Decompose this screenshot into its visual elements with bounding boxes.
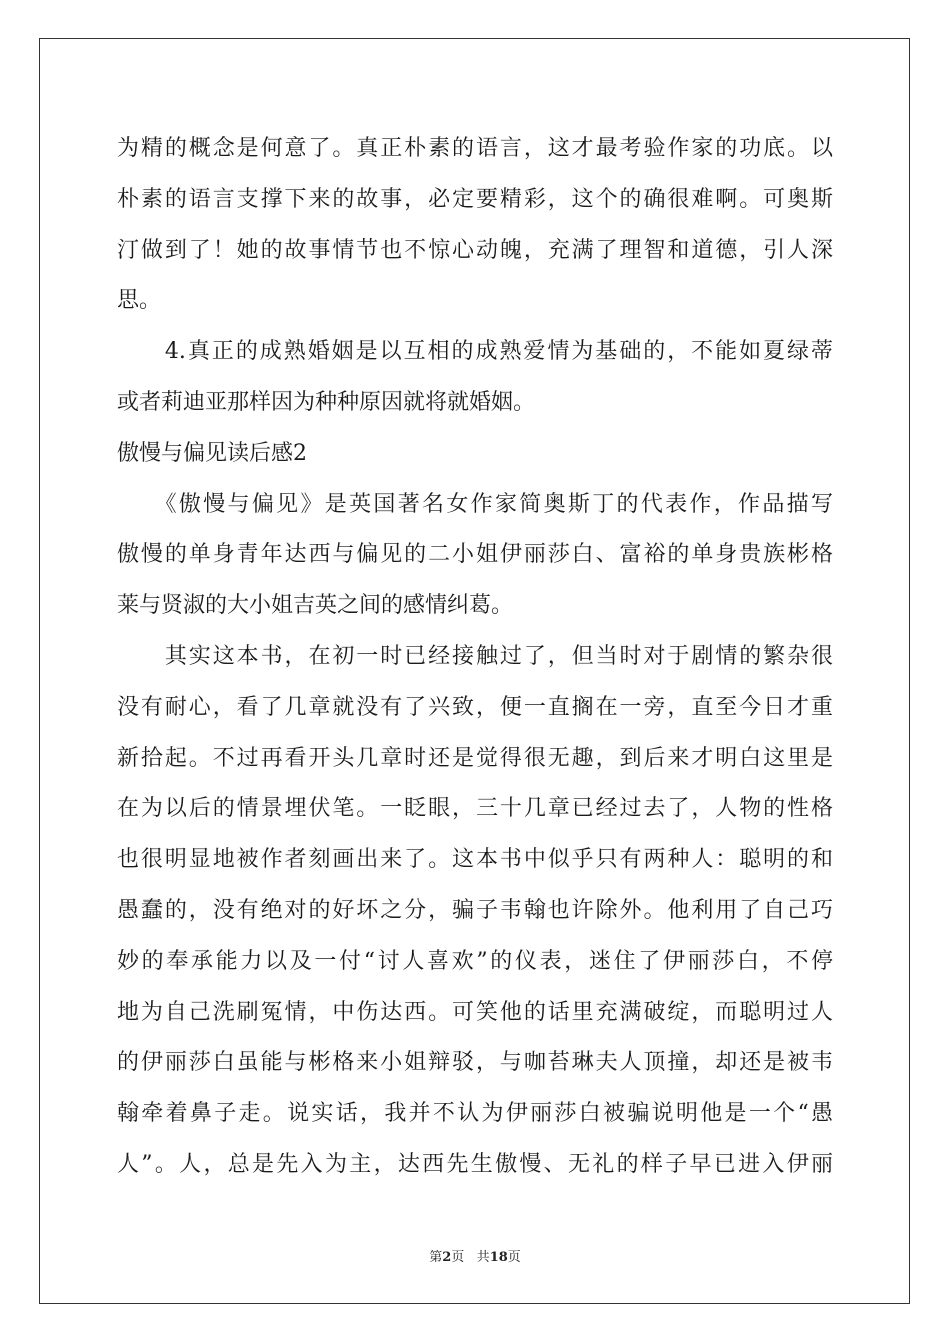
document-body <box>117 124 833 1191</box>
text-line: 《傲慢与偏见》是英国著名女作家简奥斯丁的代表作，作品描写 <box>117 491 833 517</box>
section-heading: 傲慢与偏见读后感2 <box>117 440 307 466</box>
text-line: 汀做到了！她的故事情节也不惊心动魄，充满了理智和道德，引人深 <box>117 237 833 263</box>
text-line: 地为自己洗刷冤情，中伤达西。可笑他的话里充满破绽，而聪明过人 <box>117 999 833 1025</box>
page-number: 2 <box>442 1250 452 1265</box>
total-suffix: 页 <box>507 1250 521 1265</box>
text-line: 妙的奉承能力以及一付“讨人喜欢”的仪表，迷住了伊丽莎白，不停 <box>117 948 833 974</box>
text-line: 或者莉迪亚那样因为种种原因就将就婚姻。 <box>117 389 536 415</box>
text-line: 没有耐心，看了几章就没有了兴致，便一直搁在一旁，直至今日才重 <box>117 694 833 720</box>
total-pages: 18 <box>489 1250 508 1265</box>
page-prefix: 第 <box>429 1250 443 1265</box>
text-line: 新拾起。不过再看开头几章时还是觉得很无趣，到后来才明白这里是 <box>117 745 833 771</box>
text-line: 的伊丽莎白虽能与彬格来小姐辩驳，与咖苔琳夫人顶撞，却还是被韦 <box>117 1050 833 1076</box>
text-line: 在为以后的情景埋伏笔。一眨眼，三十几章已经过去了，人物的性格 <box>117 796 833 822</box>
text-line: 愚蠢的，没有绝对的好坏之分，骗子韦翰也许除外。他利用了自己巧 <box>117 897 833 923</box>
text-line: 莱与贤淑的大小姐吉英之间的感情纠葛。 <box>117 593 514 619</box>
total-prefix: 共 <box>476 1250 490 1265</box>
text-line: 朴素的语言支撑下来的故事，必定要精彩，这个的确很难啊。可奥斯 <box>117 186 833 212</box>
text-line: 为精的概念是何意了。真正朴素的语言，这才最考验作家的功底。以 <box>117 136 833 161</box>
text-line: 思。 <box>117 288 162 314</box>
text-line: 翰牵着鼻子走。说实话，我并不认为伊丽莎白被骗说明他是一个“愚 <box>117 1101 833 1127</box>
text-line: 4.真正的成熟婚姻是以互相的成熟爱情为基础的，不能如夏绿蒂 <box>117 339 833 365</box>
text-line: 傲慢的单身青年达西与偏见的二小姐伊丽莎白、富裕的单身贵族彬格 <box>117 542 833 568</box>
page-footer <box>0 1246 950 1265</box>
page-suffix: 页 <box>451 1250 465 1265</box>
text-line: 其实这本书，在初一时已经接触过了，但当时对于剧情的繁杂很 <box>117 643 833 669</box>
text-line: 也很明显地被作者刻画出来了。这本书中似乎只有两种人：聪明的和 <box>117 847 833 873</box>
text-line: 人”。人，总是先入为主，达西先生傲慢、无礼的样子早已进入伊丽 <box>117 1151 833 1177</box>
